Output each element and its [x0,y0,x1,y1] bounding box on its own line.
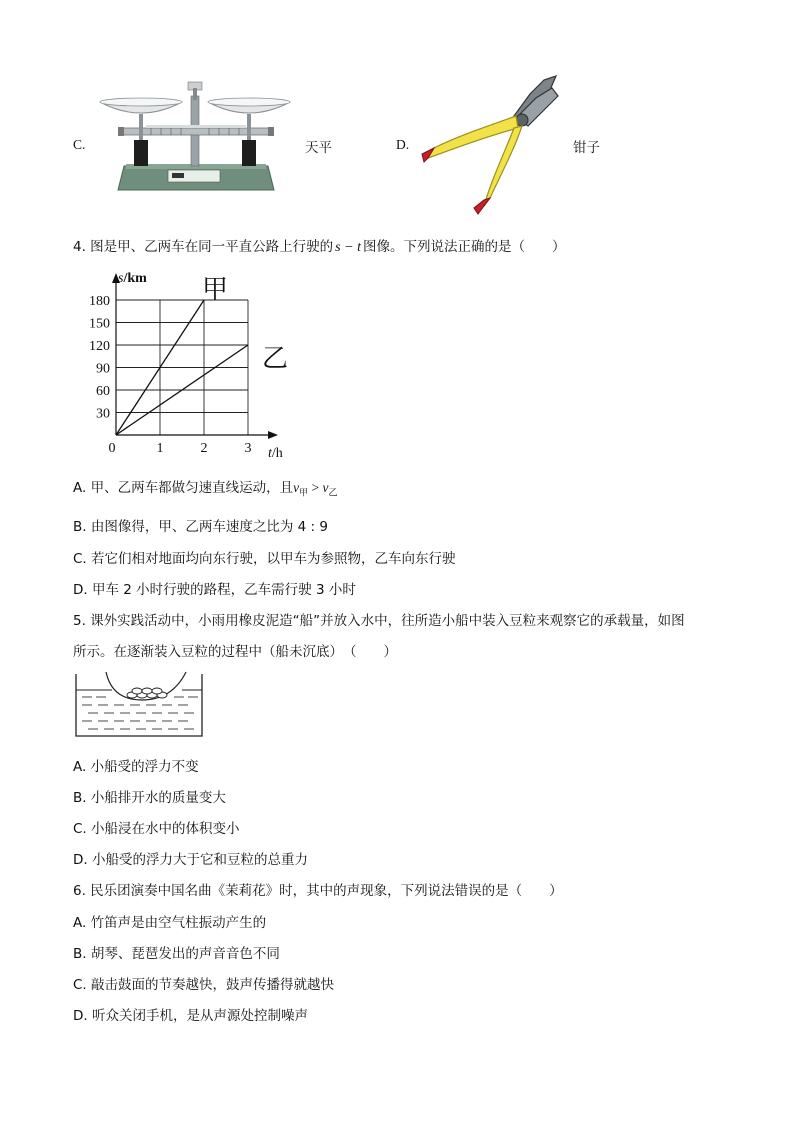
y-tick-label: 120 [89,339,110,354]
q6-option-a: A. 竹笛声是由空气柱振动产生的 [73,915,267,931]
pliers-image [418,74,563,216]
q3-option-c-caption: 天平 [305,140,332,156]
v-subscript-jia: 甲 [299,488,309,499]
x-tick-label: 2 [200,441,208,456]
q4-stem-after: 图像。下列说法正确的是（ ） [362,239,566,255]
q3-option-d-letter: D. [396,137,410,152]
q5-option-c: C. 小船浸在水中的体积变小 [73,821,240,837]
q6-option-d: D. 听众关闭手机，是从声源处控制噪声 [73,1008,308,1024]
balance-scale-image [96,78,296,193]
s-t-chart [80,262,300,467]
q4-option-a-text: A. 甲、乙两车都做匀速直线运动，且 [73,480,294,496]
q3-option-c-letter: C. [73,137,86,152]
y-tick-label: 30 [96,406,110,422]
series-label-1: 甲 [202,275,229,304]
q4-option-b: B. 由图像得，甲、乙两车速度之比为 4 : 9 [73,519,328,535]
greater-than-sign: > [308,480,323,495]
q5-option-a: A. 小船受的浮力不变 [73,759,199,775]
y-tick-label: 90 [96,361,110,377]
y-axis-label: s/km [118,271,147,286]
q4-option-d: D. 甲车 2 小时行驶的路程，乙车需行驶 3 小时 [73,582,356,598]
q5-stem-line2: 所示。在逐渐装入豆粒的过程中（船未沉底） （ ） [73,644,397,660]
x-tick-label: 0 [108,441,116,456]
boat-in-water-figure [74,670,206,740]
x-tick-label: 1 [156,441,164,456]
q6-option-b: B. 胡琴、琵琶发出的声音音色不同 [73,946,280,962]
y-tick-label: 60 [96,384,110,399]
q4-stem-before: 4. 图是甲、乙两车在同一平直公路上行驶的 [73,239,334,255]
q4-stem-variable: s − t [335,240,361,255]
q5-option-b: B. 小船排开水的质量变大 [73,790,226,806]
v-symbol-2: v [322,480,329,495]
q4-option-a [73,476,338,499]
x-axis-label: t/h [268,446,283,461]
q6-option-c: C. 敲击鼓面的节奏越快，鼓声传播得就越快 [73,977,335,993]
y-tick-label: 150 [89,316,110,332]
q6-stem: 6. 民乐团演奏中国名曲《茉莉花》时，其中的声现象，下列说法错误的是（ ） [73,883,563,899]
v-symbol-1: v [293,480,300,495]
q4-option-c: C. 若它们相对地面均向东行驶，以甲车为参照物，乙车向东行驶 [73,551,456,567]
q5-stem-line1: 5. 课外实践活动中，小雨用橡皮泥造“船”并放入水中，往所造小船中装入豆粒来观察它的承载量，如图 [73,613,685,629]
y-tick-label: 180 [89,294,110,309]
q4-stem [73,235,565,256]
x-tick-label: 3 [244,441,252,456]
x-axis-arrow [268,431,278,439]
v-subscript-yi: 乙 [328,488,338,499]
series-label-2: 乙 [262,344,289,373]
q3-option-d-caption: 钳子 [573,140,600,156]
q5-option-d: D. 小船受的浮力大于它和豆粒的总重力 [73,852,308,868]
